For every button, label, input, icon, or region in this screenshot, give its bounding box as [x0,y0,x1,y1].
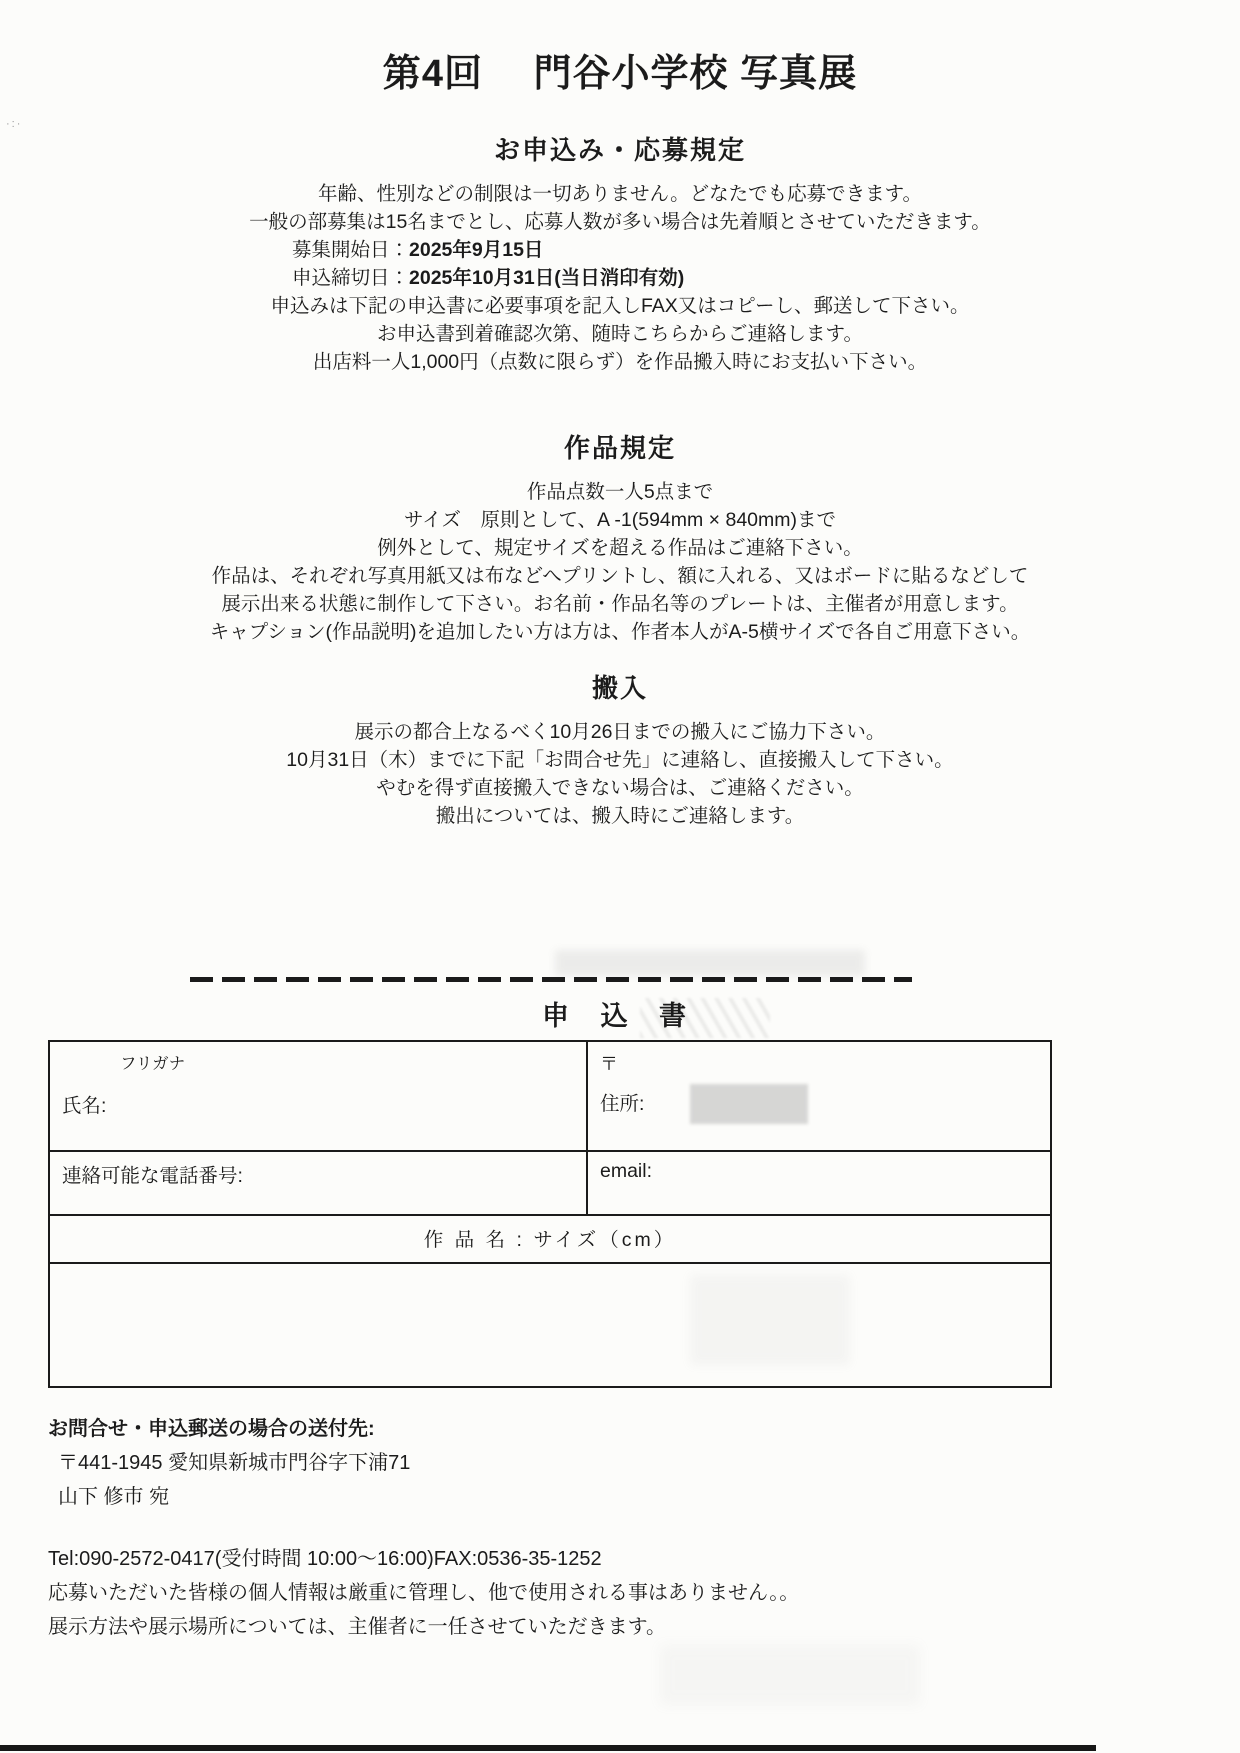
work-line-1: 作品点数一人5点まで [526,481,714,503]
rules-line-5: 出店料一人1,000円（点数に限らず）を作品搬入時にお支払い下さい。 [312,351,928,373]
display-note: 展示方法や展示場所については、主催者に一任させていただきます。 [48,1616,666,1638]
cut-line-divider [190,977,912,982]
name-label: 氏名: [62,1095,107,1117]
deadline-label: 申込締切日： [292,267,410,289]
section-heading: 搬入 [591,673,648,703]
start-date-label: 募集開始日： [292,239,410,261]
section-contact-info [48,1412,1148,1644]
table-row-name-address [49,1041,1051,1151]
carry-line-1: 展示の都合上なるべく10月26日までの搬入にご協力下さい。 [354,721,886,743]
rules-deadline-line [0,264,1240,292]
section-carry-in [0,668,1240,830]
work-line-3: 例外として、規定サイズを超える作品はご連絡下さい。 [377,537,863,559]
rules-line-2: 一般の部募集は15名までとし、応募人数が多い場合は先着順とさせていただきます。 [249,211,991,233]
furigana-label: フリガナ [120,1055,186,1073]
contact-tel-fax: Tel:090-2572-0417(受付時間 10:00～16:00)FAX:0536-35-1252 [48,1548,602,1570]
section-work-rules [0,428,1240,646]
scan-artifact [555,950,865,976]
rules-line-4: お申込書到着確認次第、随時こちらからご連絡します。 [377,323,863,345]
carry-line-4: 搬出については、搬入時にご連絡します。 [435,805,805,827]
page-title: 第4回 門谷小学校 写真展 [382,53,858,95]
rules-line-1: 年齢、性別などの制限は一切ありません。どなたでも応募できます。 [317,183,923,205]
section-application-rules [0,130,1240,376]
name-field-cell [49,1041,587,1151]
deadline-value: 2025年10月31日(当日消印有効) [409,267,685,289]
work-line-5: 展示出来る状態に制作して下さい。お名前・作品名等のプレートは、主催者が用意します。 [221,593,1019,615]
work-line-6: キャプション(作品説明)を追加したい方は方は、作者本人がA-5横サイズで各自ご用意下さい。 [209,621,1031,643]
phone-field-cell [49,1151,587,1215]
application-form-table [48,1040,1052,1388]
contact-heading: お問合せ・申込郵送の場合の送付先: [48,1418,375,1440]
rules-line-3: 申込みは下記の申込書に必要事項を記入しFAX又はコピーし、郵送して下さい。 [270,295,970,317]
scan-edge-artifact [0,1745,1096,1751]
work-list-entry-cell [49,1263,1051,1387]
work-line-2: サイズ 原則として、A -1(594mm × 840mm)まで [404,509,836,531]
work-title-header-cell [49,1215,1051,1263]
scan-artifact: ·:· [6,118,23,130]
application-form-heading: 申 込 書 [541,1001,698,1031]
address-label: 住所: [600,1093,645,1115]
privacy-note: 応募いただいた皆様の個人情報は厳重に管理し、他で使用される事はありません。。 [48,1582,800,1604]
table-row-phone-email [49,1151,1051,1215]
carry-line-2: 10月31日（木）までに下記「お問合せ先」に連絡し、直接搬入して下さい。 [286,749,954,771]
work-title-header: 作 品 名 : サイズ（cm） [423,1229,677,1251]
carry-line-3: やむを得ず直接搬入できない場合は、ご連絡ください。 [376,777,864,799]
email-label: email: [600,1160,653,1182]
contact-notes [48,1542,1148,1644]
address-field-cell [587,1041,1051,1151]
contact-recipient: 山下 修市 宛 [58,1486,170,1508]
start-date-value: 2025年9月15日 [409,239,544,261]
table-row-work-header [49,1215,1051,1263]
phone-label: 連絡可能な電話番号: [62,1165,243,1187]
scan-artifact [660,1645,920,1705]
rules-start-date-line [0,236,1240,264]
contact-postal-address: 〒441-1945 愛知県新城市門谷字下浦71 [58,1452,411,1474]
section-heading: お申込み・応募規定 [493,135,746,165]
postal-mark: 〒 [600,1054,618,1074]
table-row-work-list [49,1263,1051,1387]
work-line-4: 作品は、それぞれ写真用紙又は布などへプリントし、額に入れる、又はボードに貼るなどして [211,565,1029,587]
section-heading: 作品規定 [563,433,676,463]
email-field-cell [587,1151,1051,1215]
